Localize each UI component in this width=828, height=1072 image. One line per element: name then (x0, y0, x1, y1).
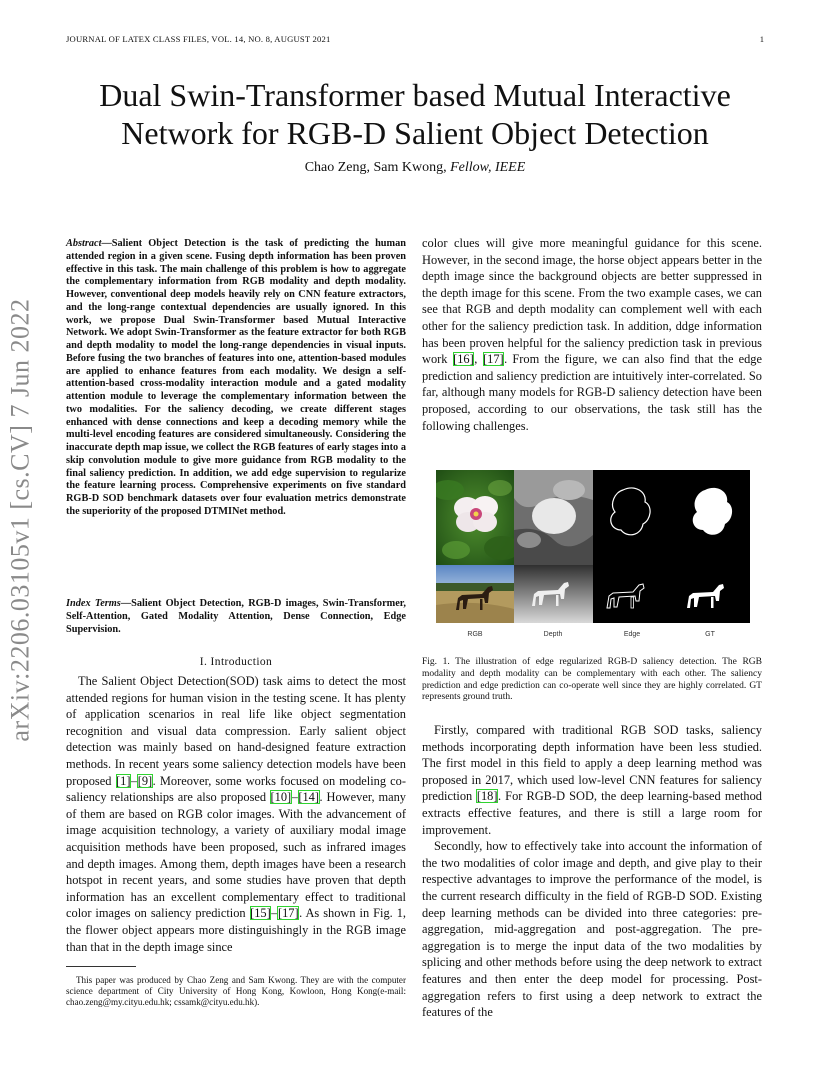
abstract (66, 238, 406, 519)
author-line (66, 160, 764, 176)
arxiv-identifier: arXiv:2206.03105v1 [cs.CV] 7 Jun 2022 (6, 298, 36, 742)
right-column-lower (422, 722, 762, 1021)
index-terms-text: —Salient Object Detection, RGB-D images, Swin-Transformer, Self-Attention, Gated Modality Attention, Dense Connection, Edge Supervision. (66, 598, 406, 635)
citation-dash: – (271, 906, 278, 921)
depth-horse-image (514, 565, 593, 623)
figure-label-gt: GT (705, 631, 715, 638)
intro-paragraph (66, 673, 406, 955)
citation-separator: , (474, 352, 483, 367)
figure-caption: Fig. 1. The illustration of edge regularized RGB-D saliency detection. The RGB modality and depth modality can be complementary with each other. The saliency prediction and edge prediction can co-operate well since they are highly correlated. GT represents ground truth. (422, 657, 762, 703)
abstract-label: Abstract (66, 238, 102, 249)
gt-flower-image (671, 470, 750, 565)
rgb-horse-image (436, 565, 514, 623)
title-line-2: Network for RGB-D Salient Object Detection (121, 115, 709, 151)
paragraph-firstly (422, 722, 762, 838)
figure-label-rgb: RGB (467, 631, 483, 638)
body-text: color clues will give more meaningful guidance for this scene. However, in the second image, the horse object appears better in the depth image since the background objects are better suppressed in the depth image for this scene. From the two example cases, we can see that RGB and depth modality can complement well with each other for the saliency prediction task. In addition, ddge information has been proven helpful for the saliency prediction task in previous work (422, 236, 762, 367)
body-text: . From the figure, we can also find that the edge prediction and saliency prediction are intuitively inter-correlated. So far, although many models for RGB-D saliency detection have been proposed, according to our observations, the task still has the following challenges. (422, 352, 762, 433)
right-column-paragraph (422, 235, 762, 434)
citation-link[interactable]: [18] (476, 789, 498, 804)
author-suffix: Fellow, IEEE (450, 160, 526, 175)
title-line-1: Dual Swin-Transformer based Mutual Interactive (99, 77, 731, 113)
figure-1 (436, 470, 750, 623)
running-header: JOURNAL OF LATEX CLASS FILES, VOL. 14, NO. 8, AUGUST 2021 (66, 34, 331, 44)
authors: Chao Zeng, Sam Kwong, (304, 160, 447, 175)
edge-horse-image (593, 565, 671, 623)
citation-link[interactable]: [14] (298, 790, 320, 805)
citation-link[interactable]: [10] (270, 790, 292, 805)
footnote-rule (66, 966, 136, 967)
section-heading: I. Introduction (199, 656, 273, 668)
figure-label-depth: Depth (543, 631, 563, 638)
gt-horse-image (671, 565, 750, 623)
intro-text: . However, many of them are based on RGB color images. With the advancement of image acquisition technology, a variety of auxiliary modal image acquisition methods have been proposed, such as infrared images and depth images. Among them, depth images have been a research hotspot in recent years, and some studies have proven that depth information has an excellent complementary effect to traditional color images on saliency prediction (66, 790, 406, 921)
abstract-text: —Salient Object Detection is the task of predicting the human attended region in a given scene. Fusing depth information has been proven effective in this task. The main challenge of this problem is how to aggregate the complementary information from RGB modality and depth modality. However, conventional deep models heavily rely on CNN feature extractors, and the long-range contextual dependencies are usually ignored. In this work, we propose Dual Swin-Transformer based Mutual Interactive Network. We adopt Swin-Transformer as the feature extractor for both RGB and depth modality to model the long-range dependencies in visual inputs. Before fusing the two branches of features into one, attention-based modules are applied to enhance features from each modality. We design a self-attention-based cross-modality interaction module and a gated modality attention module to leverage the complementary information between the two modalities. For the saliency decoding, we create different stages enhanced with dense connections and keep a decoding memory while the multi-level encoding features are considered simultaneously. Considering the inaccurate depth map issue, we collect the RGB features of early stages into a skip convolution module to give more guidance from RGB modality to the final saliency prediction. In addition, we add edge supervision to regularize the feature learning process. Comprehensive experiments on five standard RGB-D SOD benchmark datasets over four evaluation metrics demonstrate the superiority of the proposed DTMINet method. (66, 238, 406, 517)
page-number: 1 (759, 34, 764, 44)
paragraph-secondly: Secondly, how to effectively take into account the information of the two modalities of color image and depth, and give play to their respective advantages to improve the performance of the model, is the current research difficulty in the field of RGB-D SOD. Existing deep learning methods can be divided into three categories: pre-aggregation, mid-aggregation and post-aggregation. The pre-aggregation is to merge the input data of the two modalities by splicing and other methods before using the deep network to extract features and then enter the deep model for processing. Post-aggregation refers to first using a deep network to extract the features of the (422, 839, 762, 1020)
citation-link[interactable]: [16] (453, 352, 474, 367)
paper-title (66, 76, 764, 152)
citation-link[interactable]: [9] (137, 773, 153, 788)
footnote: This paper was produced by Chao Zeng and Sam Kwong. They are with the computer science department of City University of Hong Kong, Kowloon, Hong Kong(e-mail: chao.zeng@my.cityu.edu.hk; cssamk@cityu.edu.hk). (66, 975, 406, 1008)
edge-flower-image (593, 470, 671, 565)
index-terms (66, 598, 406, 636)
rgb-flower-image (436, 470, 514, 565)
citation-dash: – (291, 790, 298, 805)
arxiv-identifier-sidebar (4, 295, 38, 745)
body-text: . For RGB-D SOD, the deep learning-based method extracts effective features, and there is still a large room for improvement. (422, 789, 762, 837)
body-text: Firstly, compared with traditional RGB SOD tasks, saliency methods incorporating depth information have been less studied. The first model in this field to apply a deep learning method was proposed in 2017, which used low-level CNN features for saliency prediction (422, 723, 762, 804)
intro-text: . Moreover, some works focused on modeling co-saliency relationships are also proposed (66, 773, 406, 805)
citation-link[interactable]: [15] (250, 906, 271, 921)
figure-label-edge: Edge (623, 631, 641, 638)
citation-dash: – (131, 773, 138, 788)
citation-link[interactable]: [17] (483, 352, 504, 367)
depth-flower-image (514, 470, 593, 565)
citation-link[interactable]: [17] (277, 906, 299, 921)
index-terms-label: Index Terms (66, 598, 121, 609)
citation-link[interactable]: [1] (116, 773, 131, 788)
intro-text: . As shown in Fig. 1, the flower object appears more distinguishingly in the RGB image than that in the depth image since (66, 906, 406, 954)
intro-text: The Salient Object Detection(SOD) task aims to detect the most attended regions for human vision in the testing scene. It has plenty of application scenarios in real life like object segmentation recognition and visual data compression. Early salient object detection was mainly based on hand-designed feature extraction methods. In recent years some saliency detection models have been proposed (66, 674, 406, 788)
